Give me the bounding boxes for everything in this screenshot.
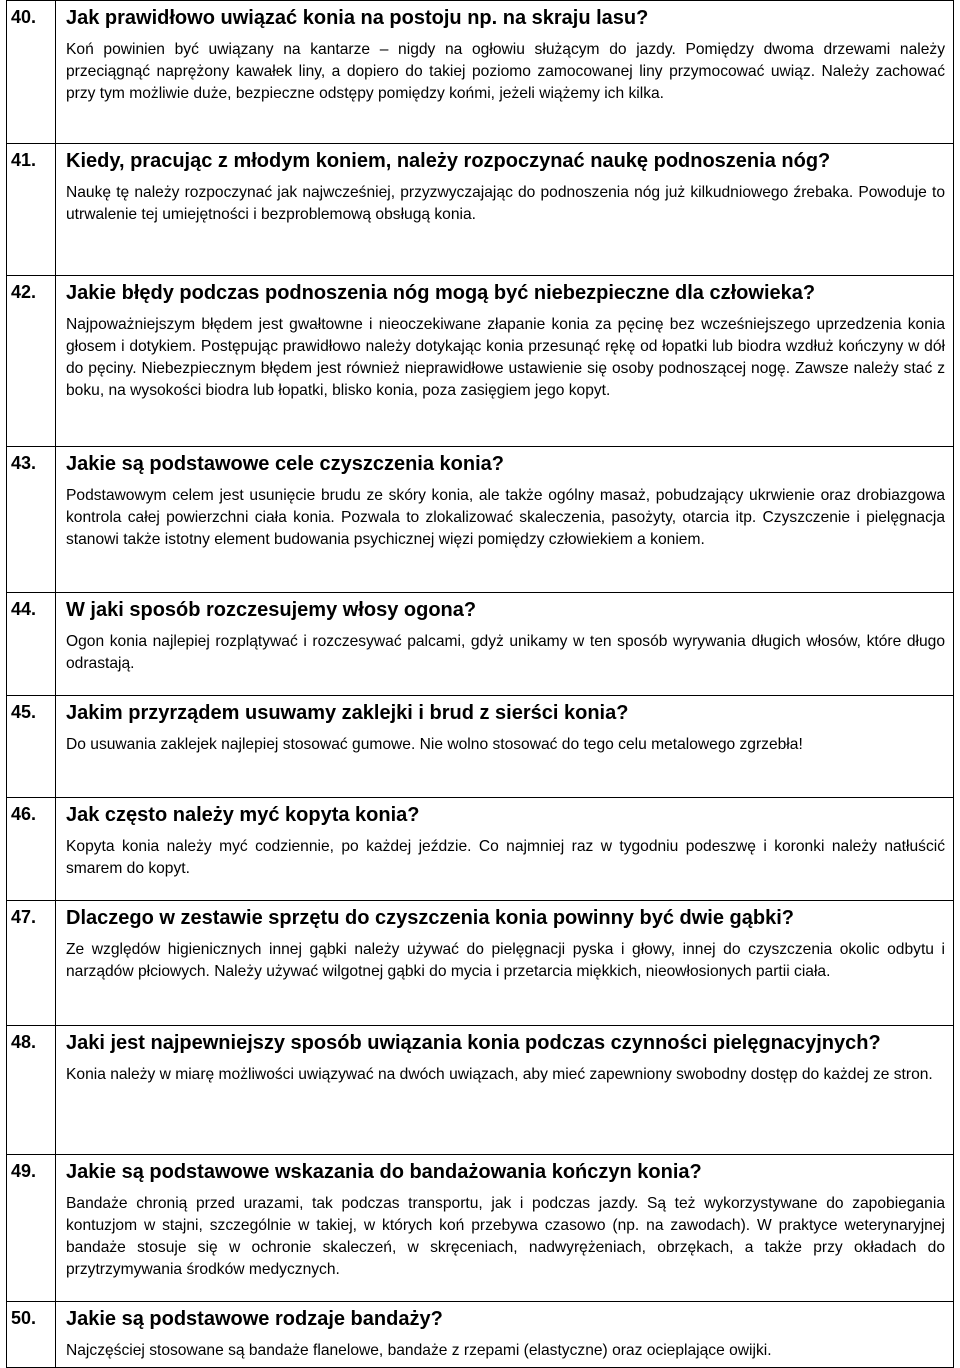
answer-text: Bandaże chronią przed urazami, tak podczas transportu, jak i podczas jazdy. Są też wykorzystywane do zapobiegania kontuzjom w stajni, szczególnie w takiej, w których koń przebywa czasowo (np. na zawodach). W praktyce weterynaryjnej bandaże stosuje się w ochronie skaleczeń, w skręceniach, nadwyrężeniach, obrzękach, a także przy okładach do przytrzymywania środków medycznych. — [66, 1195, 945, 1278]
answer-text: Do usuwania zaklejek najlepiej stosować gumowe. Nie wolno stosować do tego celu metalowego zgrzebła! — [66, 736, 803, 753]
answer-text: Ze względów higienicznych innej gąbki należy używać do pielęgnacji pyska i głowy, innej do czyszczenia okolic odbytu i narządów płciowych. Należy używać wilgotnej gąbki do mycia i przetarcia miękkich, nieowłosionych partii ciała. — [66, 941, 945, 980]
qa-cell — [56, 696, 954, 798]
question-number: 49. — [7, 1155, 56, 1302]
qa-row — [7, 144, 954, 276]
question-number: 43. — [7, 447, 56, 593]
answer-text: Najpoważniejszym błędem jest gwałtowne i nieoczekiwane złapanie konia za pęcinę bez wcześniejszego uprzedzenia konia głosem i dotykiem. Postępując prawidłowo należy dotykając konia przesunąć rękę od łopatki lub biodra wzdłuż kończyny w dół do pęciny. Niebezpiecznym błędem jest również nieprawidłowe ustawienie się osoby podnoszącej nogę. Zawsze należy stać z boku, na wysokości biodra lub łopatki, blisko konia, poza zasięgiem jego kopyt. — [66, 316, 945, 399]
qa-cell — [56, 901, 954, 1026]
qa-row — [7, 798, 954, 901]
qa-row — [7, 593, 954, 696]
question-number: 44. — [7, 593, 56, 696]
question-text: Dlaczego w zestawie sprzętu do czyszczenia konia powinny być dwie gąbki? — [66, 907, 794, 929]
qa-cell — [56, 593, 954, 696]
qa-cell — [56, 798, 954, 901]
qa-row — [7, 901, 954, 1026]
answer-text: Konia należy w miarę możliwości uwiązywać na dwóch uwiązach, aby mieć zapewniony swobodny dostęp do każdej ze stron. — [66, 1066, 933, 1083]
question-number: 41. — [7, 144, 56, 276]
answer-text: Ogon konia najlepiej rozplątywać i rozczesywać palcami, gdyż unikamy w ten sposób wyrywania długich włosów, które długo odrastają. — [66, 633, 945, 672]
question-number: 48. — [7, 1026, 56, 1155]
answer-text: Koń powinien być uwiązany na kantarze – nigdy na ogłowiu służącym do jazdy. Pomiędzy dwoma drzewami należy przeciągnąć naprężony kawałek liny, a dopiero do takiej poziomo zamocowanej liny przymocować uwiąz. Należy zachować przy tym możliwie duże, bezpieczne odstępy pomiędzy końmi, jeżeli wiążemy ich kilka. — [66, 41, 945, 102]
question-text: Jakie są podstawowe rodzaje bandaży? — [66, 1308, 443, 1330]
question-text: Jak często należy myć kopyta konia? — [66, 804, 420, 826]
question-number: 42. — [7, 276, 56, 447]
question-text: Jakie są podstawowe wskazania do bandażowania kończyn konia? — [66, 1161, 702, 1183]
qa-row — [7, 1155, 954, 1302]
question-number: 40. — [7, 1, 56, 144]
qa-row — [7, 696, 954, 798]
answer-text: Najczęściej stosowane są bandaże flanelowe, bandaże z rzepami (elastyczne) oraz ocieplające owijki. — [66, 1342, 772, 1359]
question-number: 45. — [7, 696, 56, 798]
question-number: 46. — [7, 798, 56, 901]
question-number: 47. — [7, 901, 56, 1026]
qa-row — [7, 447, 954, 593]
question-text: Jakim przyrządem usuwamy zaklejki i brud z sierści konia? — [66, 702, 629, 724]
qa-row — [7, 1302, 954, 1368]
question-text: Jakie są podstawowe cele czyszczenia konia? — [66, 453, 504, 475]
qa-cell — [56, 1155, 954, 1302]
question-number: 50. — [7, 1302, 56, 1368]
qa-table — [6, 0, 954, 1368]
qa-cell — [56, 276, 954, 447]
qa-cell — [56, 144, 954, 276]
qa-cell — [56, 447, 954, 593]
qa-cell — [56, 1026, 954, 1155]
qa-cell — [56, 1302, 954, 1368]
question-text: Kiedy, pracując z młodym koniem, należy rozpoczynać naukę podnoszenia nóg? — [66, 150, 831, 172]
question-text: Jaki jest najpewniejszy sposób uwiązania konia podczas czynności pielęgnacyjnych? — [66, 1032, 881, 1054]
qa-row — [7, 1, 954, 144]
answer-text: Podstawowym celem jest usunięcie brudu ze skóry konia, ale także ogólny masaż, pobudzający ukrwienie oraz drobiazgowa kontrola całej powierzchni ciała konia. Pozwala to zlokalizować skaleczenia, pasożyty, otarcia itp. Czyszczenie i pielęgnacja stanowi także istotny element budowania psychicznej więzi pomiędzy człowiekiem a koniem. — [66, 487, 945, 548]
qa-row — [7, 1026, 954, 1155]
answer-text: Naukę tę należy rozpoczynać jak najwcześniej, przyzwyczajając do podnoszenia nóg już kilkudniowego źrebaka. Powoduje to utrwalenie tej umiejętności i bezproblemową obsługą konia. — [66, 184, 945, 223]
qa-cell — [56, 1, 954, 144]
qa-row — [7, 276, 954, 447]
answer-text: Kopyta konia należy myć codziennie, po każdej jeździe. Co najmniej raz w tygodniu podeszwę i koronki należy natłuścić smarem do kopyt. — [66, 838, 945, 877]
question-text: Jak prawidłowo uwiązać konia na postoju np. na skraju lasu? — [66, 7, 649, 29]
question-text: W jaki sposób rozczesujemy włosy ogona? — [66, 599, 477, 621]
question-text: Jakie błędy podczas podnoszenia nóg mogą być niebezpieczne dla człowieka? — [66, 282, 816, 304]
